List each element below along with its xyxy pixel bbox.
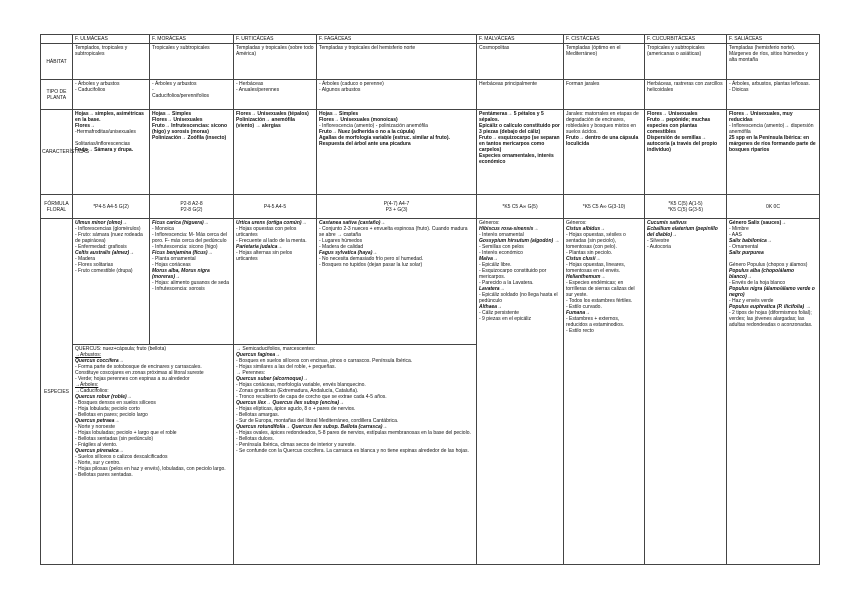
quercus-line: →Caducifolios: (75, 388, 109, 394)
cell-line: - Autocoria (647, 244, 671, 250)
cell (150, 219, 234, 345)
cell-line: Fumana→ (566, 310, 591, 316)
cell (234, 110, 317, 195)
quercus-line: - Sur de Europa, montañas del litoral Mediterráneo, cordillera Cantábrica. (236, 418, 399, 424)
cell-line: Cucumis sativus (647, 220, 687, 226)
cell (150, 110, 234, 195)
cell-line: Fruto→ Infrutescencias: sicono (higo) y sorosis (moras) (152, 123, 228, 135)
cell (477, 195, 564, 219)
cell-line: - Algunos arbustos (319, 87, 361, 93)
cell-line: - Interés ornamental (479, 232, 524, 238)
cell-line: - Estilo curvado. (566, 304, 602, 310)
cell-line: - Frecuente al lado de la menta. (236, 238, 307, 244)
cell-line: - Esquizocarpo constituido por mericarpos. (479, 268, 547, 280)
cell-line: - Conjunto 2-3 nueces + envuelta espinosa (fruto). Cuando madura se abre → castaña (319, 226, 468, 238)
cell (317, 195, 477, 219)
cell-line: Templadas (óptimo en el Mediterráneo) (566, 45, 621, 57)
quercus-line: - Bosques densos en suelos silíceos (75, 400, 156, 406)
quercus-line: Constituye coscojares en zonas próximas al litoral sureste (75, 370, 204, 376)
header-cistaceas: F. CISTÁCEAS (564, 35, 645, 44)
quercus-line: - Hojas coriáceas, morfología variable, envés blanquecino. (236, 382, 366, 388)
cell-line: - Epicáliz libre. (479, 262, 512, 268)
cell-line: - Mimbre (729, 226, 749, 232)
cell (564, 219, 645, 565)
quercus-line: - Hoja lobulada; peciolo corto (75, 406, 140, 412)
cell-line: Flores→ Unisexuales (monoicas) (319, 117, 398, 123)
cell-line: P3 + G(3) (385, 206, 408, 213)
cell-line: - Envés de la hoja blanco (729, 280, 786, 286)
row-habitat (41, 44, 820, 80)
quercus-line: - Bellotas dulces. (236, 436, 275, 442)
cell (317, 110, 477, 195)
cell-line: - Haz y envés verde (729, 298, 774, 304)
cell-line: Urtica urens (ortiga común)→ (236, 220, 307, 226)
cell-line: Hojas→ Simples (319, 111, 359, 117)
cell-line: Morus alba, Morus nigra (moreras)→ (152, 268, 210, 280)
cell-line: - Hojas opuestas, sésiles o sentadas (sin peciolo), tomentosas (con pelo). (566, 232, 626, 250)
cell (727, 110, 820, 195)
header-saliaceas: F. SALIÁCEAS (727, 35, 820, 44)
quercus-line: - Se confunde con la Quercus coccifera. La carrasca es blanca y no tiene espinas alrededor de las hojas. (236, 448, 469, 454)
cell-line: - Planta ornamental (152, 256, 196, 262)
row-label-habitat: HÁBITAT (41, 44, 73, 80)
botany-comparison-table (40, 34, 819, 566)
cell-line: Helianthemum→ (566, 274, 606, 280)
cell-line: Dispersión de semillas→ autocoria (a través del propio individuo) (647, 135, 718, 153)
cell (564, 110, 645, 195)
cell (73, 195, 150, 219)
cell-line: Flores→ Unisexuales (tépalos) (236, 111, 309, 117)
quercus-line: - Hojas ovales, ápices redondeados, 5-8 pares de nervios, estípulas membranosas en la base del peciolo. (236, 430, 471, 436)
cell-line: - Plantas sin peciolo. (566, 250, 613, 256)
cell-line: - Especies endémicas; en torrilleras de sierras calizas del sur yeste. (566, 280, 635, 298)
cell (564, 44, 645, 80)
cell (73, 110, 150, 195)
cell (645, 219, 727, 565)
header-ulmaceas: F. ULMÁCEAS (73, 35, 150, 44)
cell-line: Cistus clusii→ (566, 256, 601, 262)
quercus-line: - Tronco recubierto de capa de corcho que se extrae cada 4-5 años. (236, 394, 387, 400)
row-label-tipo: TIPO DE PLANTA (41, 80, 73, 110)
cell-line: - 9 piezas en el epicáliz (479, 316, 531, 322)
cell-line: Salix purpurea (729, 250, 764, 256)
cell-line: - Hojas opuestas con pelos urticantes (236, 226, 297, 238)
cell-line: Géneros: (479, 220, 500, 226)
quercus-line: - Hojas lobuladas; peciolo + largo que el roble (75, 430, 177, 436)
cell-line: - No necesita demasiado frío pero sí humedad. (319, 256, 424, 262)
cell-line: *K5 C(5) A(1-5) (668, 200, 703, 207)
cell-line: Fruto→ Nuez (adherida o no a la cúpula) (319, 129, 415, 135)
cell-line: - Inflorescencia (amento) - polinización anemófila (319, 123, 428, 129)
cell-line: - (152, 87, 154, 93)
cell-line: Fagus sylvatica (haya)→ (319, 250, 378, 256)
cell-line: - Ornamental (729, 244, 759, 250)
cell (477, 44, 564, 80)
cell-line: Fruto→ esquizocarpo (se separan en tantos mericarpos como carpelos) (479, 135, 560, 153)
quercus-line: Quercus petraea→ (75, 418, 120, 424)
cell (564, 80, 645, 110)
cell-line: Templadas y tropicales del hemisferio norte (319, 45, 416, 51)
header-moraceas: F. MORÁCEAS (150, 35, 234, 44)
cell-line: Género Salix (sauces)→ (729, 220, 787, 226)
cell-line: P(4-7) A4-7 (383, 200, 410, 207)
cell-line: - Hojas: alimento gusanos de seda (152, 280, 229, 286)
row-label-especies: ESPECIES (41, 219, 73, 565)
row-especies (41, 219, 820, 345)
quercus-line: Quercus coccifera→ (75, 358, 124, 364)
header-cucurbitaceas: F. CUCURBITÁCEAS (645, 35, 727, 44)
header-fagaceas: F. FAGÁCEAS (317, 35, 477, 44)
cell (73, 80, 150, 110)
cell-line: - Hojas opuestas, lineares, tomentosas en el envés. (566, 262, 626, 274)
cell-line: Jarales: matorrales en etapas de degradación de encinares, robledales y bosques mixtos en suelos ácidos. (566, 111, 639, 135)
quercus-line: Quercus pirenaica→ (75, 448, 124, 454)
quercus-line: QUERCUS: nuez+cápsula; fruto (bellota) (75, 346, 167, 352)
cell-line: - Estambres + externos, reducidos a estaminodios. (566, 316, 625, 328)
cell-line: - Anuales/perennes (236, 87, 280, 93)
cell-line: - Parecido a la Lavatera. (479, 280, 534, 286)
cell (645, 110, 727, 195)
cell-line: Especies ornamentales, interés económico (479, 153, 554, 165)
cell (317, 80, 477, 110)
cell-line: Fruto→ Sámara y drupa. (75, 147, 134, 153)
cell (727, 195, 820, 219)
cell-line: - AAS (729, 232, 742, 238)
cell (150, 44, 234, 80)
cell-line: Ecballium elaterium (pepinillo del diablo)→ (647, 226, 718, 238)
cell-line: Populus nigra (álamo/álamo verde o negro) (729, 286, 815, 298)
row-caracteristicas (41, 110, 820, 195)
cell-line: *P4-5 A4-5 G(2) (93, 203, 129, 210)
quercus-line: - Península Ibérica, climas secos de interior y sureste. (236, 442, 356, 448)
cell-line: Ficus benjamina (ficus)→ (152, 250, 213, 256)
cell-line: Malva→ (479, 256, 498, 262)
cell-line: *K5 C5 A∞ G(3-10) (582, 203, 626, 210)
quercus-line: Quercus ilex→ Quercus ilex subsp (encina)→ (236, 400, 345, 406)
cell-line: Populus euphratica (P. ilicifolia) → (729, 304, 811, 310)
cell-line: Templados, tropicales y subtropicales (75, 45, 128, 57)
cell-line: Forman jarales (566, 81, 600, 87)
quercus-line: - Frágiles al viento. (75, 442, 118, 448)
cell-line: - Infrutescencia: sicono (higo) (152, 244, 218, 250)
cell-line: - Árboles y arbustos (75, 81, 120, 87)
cell-line: Herbáceas, rastreras con zarcillos helicoidales (647, 81, 723, 93)
cell-line: Parietaria judaica→ (236, 244, 283, 250)
quercus-line: Quercus faginea→ (236, 352, 281, 358)
cell-line: P4-5 A4-5 (263, 203, 287, 210)
cell-line: Gossypium hirsutum (algodón) → (479, 238, 560, 244)
cell (317, 44, 477, 80)
cell-line: *K5 C(5) G(3-5) (667, 206, 703, 213)
quercus-line: - Verde; hojas perennes con espinas a su alrededor (75, 376, 190, 382)
cell-line: Flores→ Unisexuales (152, 117, 203, 123)
cell-line: - 2 tipos de hojas (diformismos folial); verdes; las jóvenes alargadas; las adultas redondeadas o aconzonadas. (729, 310, 813, 328)
cell-line: - Epicáliz soldado (no llega hasta el pedúnculo (479, 292, 558, 304)
cell-line: - Árboles y arbustos (152, 81, 197, 87)
quercus-line: - Forma parte de sotobosque de encinares y carrascales. (75, 364, 202, 370)
cell-line: Géneros: (566, 220, 587, 226)
quercus-line: - Bellotas amargas. (236, 412, 280, 418)
cell (150, 80, 234, 110)
cell-line: - Semillas con pelos (479, 244, 524, 250)
cell (317, 219, 477, 345)
quercus-line: - Hojas pilosas (pelos en haz y envés), lobuladas, con peciolo largo. (75, 466, 226, 472)
cell-line: Herbáceas principalmente (479, 81, 538, 87)
cell-line: Flores→ Unisexuales (647, 111, 698, 117)
cell-line: Cistus albidus→ (566, 226, 606, 232)
cell (727, 219, 820, 565)
cell-line: Flores→ Unisexuales, muy reducidas (729, 111, 793, 123)
cell (234, 44, 317, 80)
cell-line: - Inflorescencias (glomérulos) (75, 226, 141, 232)
quercus-line: →Arbustos: (75, 352, 102, 358)
cell-line: Flores→ (75, 123, 96, 129)
cell-line: *K5 C5 A∞ G(5) (502, 203, 538, 210)
quercus-cell (73, 345, 234, 565)
cell (645, 44, 727, 80)
cell-line: Cosmopolitas (479, 45, 510, 51)
cell-line: Celtis australis (almez)→ (75, 250, 135, 256)
cell-line: - Estilo recto (566, 328, 594, 334)
row-tipo-planta (41, 80, 820, 110)
cell-line: Templadas y tropicales (sobre todo América) (236, 45, 314, 57)
cell-line: Lavatera→ (479, 286, 505, 292)
cell (234, 219, 317, 345)
header-corner (41, 35, 73, 44)
cell (73, 219, 150, 345)
cell-line: - Inflorescencia: M- Más cerca del poro. F- más cerca del pedúnculo (152, 232, 228, 244)
cell-line: - Cáliz persistente (479, 310, 520, 316)
cell-line: Hojas→ Simples (152, 111, 192, 117)
cell (477, 80, 564, 110)
cell-line: - Madera de calidad (319, 244, 364, 250)
quercus-line: - Norte, sur y centro. (75, 460, 121, 466)
header-urticaceas: F. URTICÁCEAS (234, 35, 317, 44)
cell-line: - Fruto comestible (drupa) (75, 268, 133, 274)
cell-line: Templadas (hemisferio norte). Márgenes de ríos, sitios húmedos y alta montaña (729, 45, 808, 63)
cell-line: - Dioicas (729, 87, 749, 93)
cell-line: Polinización→ anemófila (viento) → alergias (236, 117, 295, 129)
cell (727, 80, 820, 110)
cell-line: - Inflorescencia (amento)→ dispersión anemófila (729, 123, 814, 135)
cell-line: - Hojas alternas sin pelos urticantes (236, 250, 293, 262)
quercus-line: - Suelos silíceos o calizos descalcificados (75, 454, 168, 460)
row-label-formula: FÓRMULA FLORAL (41, 195, 73, 219)
cell (645, 80, 727, 110)
cell-line: Agallas de morfología variable (estruc. similar al fruto). Respuesta del árbol ante una picadura (319, 135, 450, 147)
cell-line: P2-8 G(2) (180, 206, 203, 213)
cell-line: - Caducifolios (75, 87, 106, 93)
cell (73, 44, 150, 80)
cell-line: Populus alba (chopo/álamo blanco)→ (729, 268, 795, 280)
quercus-line: Quercus rotundifolia→ Quercus ilex subsp. Ballota (carrasca)→ (236, 424, 388, 430)
cell-line: - Árboles (caduco o perenne) (319, 81, 384, 87)
header-row (41, 35, 820, 44)
cell-line: Epicáliz o calículo constituido por 3 piezas (debajo del cáliz) (479, 123, 560, 135)
cell-line: - Herbáceas (236, 81, 264, 87)
cell-line: - Interés económico (479, 250, 523, 256)
cell-line: Ficus carica (higuera)→ (152, 220, 209, 226)
quercus-line: Quercus robur (roble)→ (75, 394, 132, 400)
cell (645, 195, 727, 219)
cell-line: - Lugares húmedos (319, 238, 363, 244)
quercus-line: →Árboles: (75, 382, 99, 388)
cell-line: -Hermafroditas/unisexuales (75, 129, 136, 135)
cell-line: Fruto→ pepónide; muchas especies con plantas comestibles (647, 117, 711, 135)
row-formula-floral (41, 195, 820, 219)
cell-line: 25 spp en la Península Ibérica: en márgenes de ríos formando parte de bosques riparios (729, 135, 816, 153)
cell-line: Fruto→ dentro de una cápsula loculicida (566, 135, 639, 147)
row-label-caract: CARACTERÍSTICAS (41, 110, 73, 195)
quercus-line: - Hojas similares a las del roble, + pequeñas. (236, 364, 336, 370)
cell-line: - Madera (75, 256, 96, 262)
cell (564, 195, 645, 219)
quercus-line: - Hojas elípticas, ápice agudo, 8 o + pares de nervios. (236, 406, 356, 412)
quercus-line: - Norte y noroeste (75, 424, 116, 430)
quercus-line: - Bellotas en pares; peciolo largo (75, 412, 148, 418)
cell-line: Pentámeras→ 5 pétalos y 5 sépalos. (479, 111, 544, 123)
quercus-line: - Bosques en suelos silíceos con encinas, pinos o carrascos. Península Ibérica. (236, 358, 413, 364)
cell (477, 110, 564, 195)
cell-line: Castanea sativa (castaño)→ (319, 220, 386, 226)
cell-line: Género Populus (chopos y álamos) (729, 262, 808, 268)
cell-line: Tropicales y subtropicales (americanas o asiáticas) (647, 45, 705, 57)
cell (727, 44, 820, 80)
cell-line: 0K 0C (766, 203, 780, 210)
quercus-line: Quercus suber (alcornoque)→ (236, 376, 308, 382)
cell-line: - Bosques no tupidos (dejan pasar la luz solar) (319, 262, 423, 268)
cell-line: Althaea→ (479, 304, 503, 310)
quercus-perennes-cell (234, 345, 477, 565)
cell-line: - Árboles, arbustos, plantas leñosas. (729, 81, 810, 87)
cell-line: Tropicales y subtropicales (152, 45, 210, 51)
cell-line: Hojas→ simples, asimétricas en la base. (75, 111, 144, 123)
cell-line: - Enfermedad: grafiosis (75, 244, 127, 250)
cell-line: - Fruto: sámara (nuez rodeada de papirácea) (75, 232, 143, 244)
cell (150, 195, 234, 219)
cell-line: Polinización→ Zoófila (insecto) (152, 135, 227, 141)
cell-line: - Infrutescencia: sorosis (152, 286, 205, 292)
quercus-line: - Bellotas sentadas (sin pedúnculo) (75, 436, 154, 442)
cell (234, 80, 317, 110)
cell (234, 195, 317, 219)
cell-line: - Monoica (152, 226, 174, 232)
cell-line: Caducifolios/perennifolios (152, 93, 209, 99)
quercus-line: - Zonas graníticas (Extremadura, Andalucía, Cataluña). (236, 388, 359, 394)
cell-line: - Flores solitarias (75, 262, 114, 268)
cell-line: - Silvestre (647, 238, 670, 244)
cell-line: Ulmus minor (olmo)→ (75, 220, 128, 226)
cell-line: Solitarias/inflorescencias (75, 141, 131, 147)
cell-line: Hibiscus rosa-sinensis→ (479, 226, 539, 232)
cell-line: Salix babilonica→ (729, 238, 772, 244)
quercus-line: → Semicaducifolios, marcescentes: (236, 346, 316, 352)
cell (477, 219, 564, 565)
cell-line: P2-8 A2-8 (180, 200, 203, 207)
cell-line: - Hojas coriáceas (152, 262, 191, 268)
header-malvaceas: F. MALVÁCEAS (477, 35, 564, 44)
quercus-line: → Perennes: (236, 370, 266, 376)
cell-line: - Todos los estambres fértiles. (566, 298, 633, 304)
quercus-line: - Bellotas pares sentadas. (75, 472, 133, 478)
